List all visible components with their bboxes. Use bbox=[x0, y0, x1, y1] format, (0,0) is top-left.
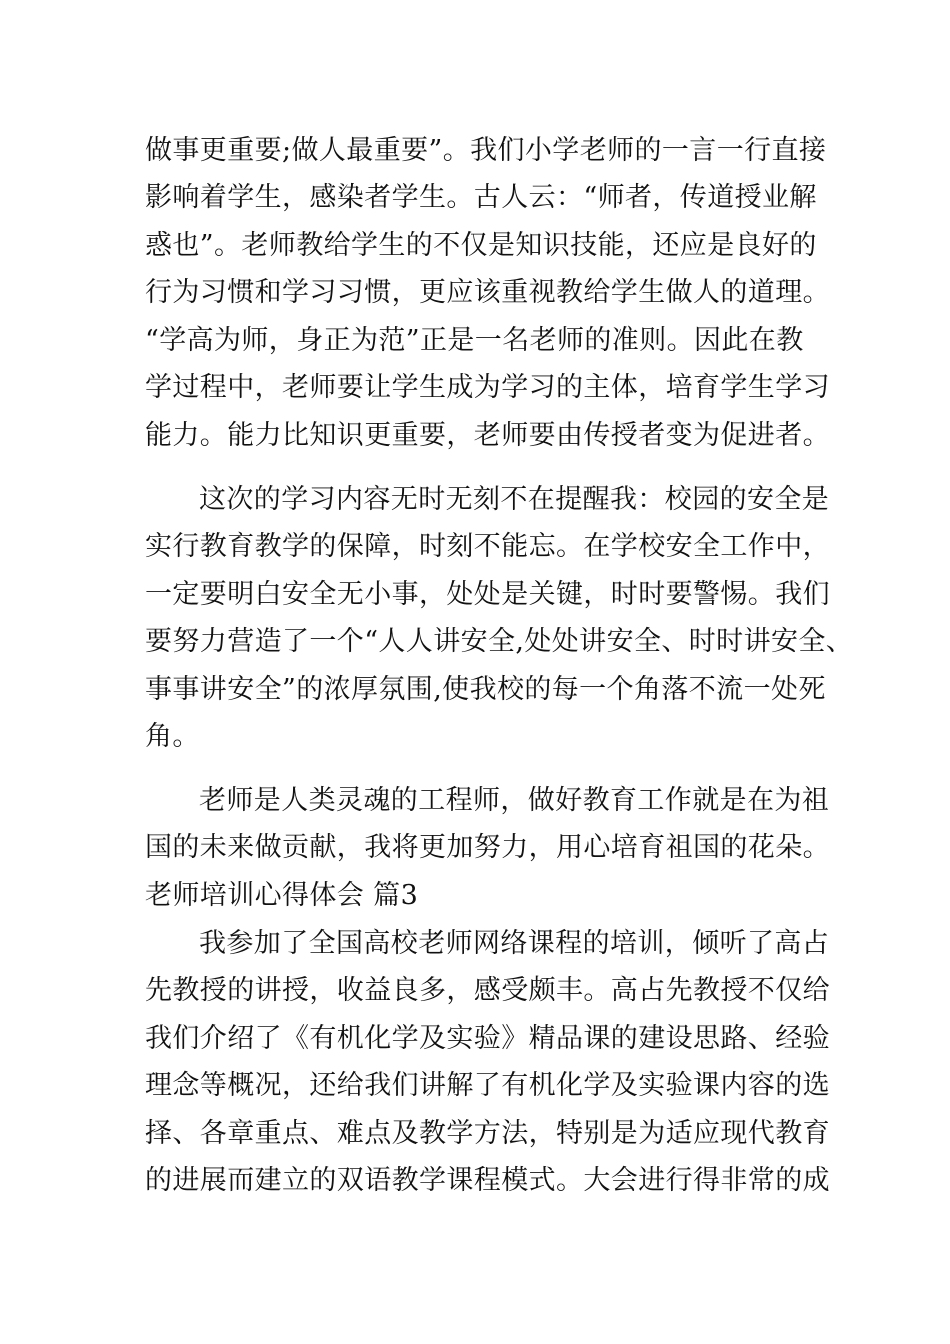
paragraph-line: 先教授的讲授，收益良多，感受颇丰。高占先教授不仅给 bbox=[145, 975, 830, 1006]
paragraph-line: 学过程中，老师要让学生成为学习的主体，培育学生学习 bbox=[145, 372, 830, 403]
paragraph-line: 我参加了全国高校老师网络课程的培训，倾听了高占 bbox=[199, 928, 830, 959]
paragraph-line: 择、各章重点、难点及教学方法，特别是为适应现代教育 bbox=[145, 1118, 830, 1149]
paragraph-line: 这次的学习内容无时无刻不在提醒我：校园的安全是 bbox=[199, 484, 830, 515]
paragraph-line: 老师是人类灵魂的工程师，做好教育工作就是在为祖 bbox=[199, 785, 830, 816]
paragraph-line: 要努力营造了一个“人人讲安全,处处讲安全、时时讲安全、 bbox=[145, 626, 854, 657]
paragraph-line: 事事讲安全”的浓厚氛围,使我校的每一个角落不流一处死 bbox=[145, 674, 826, 705]
paragraph-line: 实行教育教学的保障，时刻不能忘。在学校安全工作中， bbox=[145, 531, 830, 562]
paragraph-line: 一定要明白安全无小事，处处是关键，时时要警惕。我们 bbox=[145, 579, 830, 610]
paragraph-line: 国的未来做贡献，我将更加努力，用心培育祖国的花朵。 bbox=[145, 832, 830, 863]
paragraph-line: 影响着学生，感染者学生。古人云：“师者，传道授业解 bbox=[145, 182, 817, 213]
paragraph-line: 惑也”。老师教给学生的不仅是知识技能，还应是良好的 bbox=[145, 230, 817, 261]
paragraph-line: 我们介绍了《有机化学及实验》精品课的建设思路、经验 bbox=[145, 1023, 830, 1054]
paragraph-line: 的进展而建立的双语教学课程模式。大会进行得非常的成 bbox=[145, 1165, 830, 1196]
paragraph-line: 能力。能力比知识更重要，老师要由传授者变为促进者。 bbox=[145, 420, 830, 451]
paragraph-line: 理念等概况，还给我们讲解了有机化学及实验课内容的选 bbox=[145, 1070, 830, 1101]
paragraph-line: 做事更重要;做人最重要”。我们小学老师的一言一行直接 bbox=[145, 135, 827, 166]
paragraph-line: 行为习惯和学习习惯，更应该重视教给学生做人的道理。 bbox=[145, 277, 830, 308]
paragraph-line: “学高为师，身正为范”正是一名老师的准则。因此在教 bbox=[145, 325, 804, 356]
paragraph-line: 角。 bbox=[145, 721, 200, 752]
section-heading: 老师培训心得体会 篇3 bbox=[145, 880, 419, 911]
